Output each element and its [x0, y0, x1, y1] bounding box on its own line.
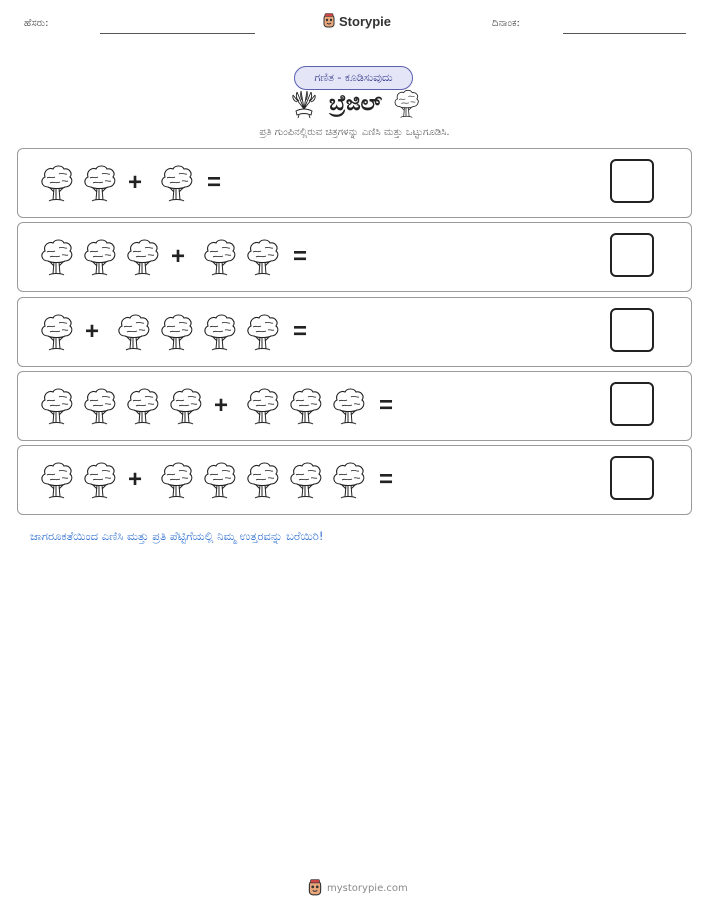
- tree-icon: [124, 386, 160, 426]
- problem-row: [17, 371, 692, 441]
- tree-icon: [392, 88, 420, 119]
- tree-icon: [38, 386, 74, 426]
- answer-box[interactable]: [610, 159, 654, 203]
- equals-sign: =: [206, 169, 221, 196]
- feather-headdress-icon: [289, 89, 319, 119]
- tree-icon: [158, 460, 194, 500]
- equals-sign: =: [292, 243, 307, 271]
- tree-icon: [201, 312, 237, 352]
- tree-icon: [330, 386, 366, 426]
- plus-sign: +: [170, 243, 185, 271]
- plus-sign: +: [127, 466, 142, 494]
- tree-icon: [244, 460, 280, 500]
- footer: [307, 879, 408, 897]
- storypie-mascot-icon: [307, 879, 323, 897]
- plus-sign: +: [213, 391, 228, 419]
- date-label: ದಿನಾಂಕ:: [492, 18, 520, 29]
- topic-badge: ಗಣಿತ - ಕೂಡಿಸುವುದು: [294, 66, 413, 90]
- tip-text: ಜಾಗರೂಕತೆಯಿಂದ ಎಣಿಸಿ ಮತ್ತು ಪ್ರತಿ ಪೆಟ್ಟಿಗೆಯಲ್ಲಿ ನಿಮ್ಮ ಉತ್ತರವನ್ನು ಬರೆಯಿರಿ!: [30, 529, 324, 543]
- tree-icon: [81, 386, 117, 426]
- tree-icon: [38, 237, 74, 277]
- tree-icon: [38, 460, 74, 500]
- problem-items: [38, 446, 409, 514]
- tree-icon: [81, 163, 117, 203]
- tree-icon: [244, 237, 280, 277]
- tree-icon: [81, 460, 117, 500]
- equals-sign: =: [292, 317, 307, 345]
- problem-items: [38, 149, 237, 217]
- problem-row: [17, 445, 692, 515]
- name-line[interactable]: [100, 33, 255, 34]
- tree-icon: [115, 312, 151, 352]
- instruction: ಪ್ರತಿ ಗುಂಪಿನಲ್ಲಿರುವ ಚಿತ್ರಗಳನ್ನು ಎಣಿಸಿ ಮತ್ತು ಒಟ್ಟುಗೂಡಿಸಿ.: [259, 127, 450, 138]
- title-row: [0, 88, 709, 119]
- plus-sign: +: [84, 317, 99, 345]
- tree-icon: [201, 460, 237, 500]
- footer-site: mystorypie.com: [327, 882, 408, 894]
- answer-box[interactable]: [610, 233, 654, 277]
- date-line[interactable]: [563, 33, 686, 34]
- answer-box[interactable]: [610, 456, 654, 500]
- tree-icon: [38, 163, 74, 203]
- tree-icon: [244, 312, 280, 352]
- problem-items: [38, 223, 323, 291]
- problem-row: [17, 297, 692, 367]
- tree-icon: [330, 460, 366, 500]
- tree-icon: [287, 460, 323, 500]
- tree-icon: [124, 237, 160, 277]
- problem-items: [38, 298, 323, 366]
- tree-icon: [201, 237, 237, 277]
- tree-icon: [158, 312, 194, 352]
- tree-icon: [244, 386, 280, 426]
- equals-sign: =: [378, 391, 393, 419]
- problem-row: [17, 222, 692, 292]
- tree-icon: [158, 163, 194, 203]
- problem-items: [38, 372, 409, 440]
- problem-row: [17, 148, 692, 218]
- worksheet-title: ಬ್ರೆಜಿಲ್: [328, 91, 383, 116]
- name-label: ಹೆಸರು:: [24, 18, 49, 29]
- tree-icon: [38, 312, 74, 352]
- brand: [322, 13, 391, 29]
- answer-box[interactable]: [610, 382, 654, 426]
- plus-sign: +: [127, 169, 142, 196]
- tree-icon: [81, 237, 117, 277]
- equals-sign: =: [378, 466, 393, 494]
- storypie-mascot-icon: [322, 13, 336, 29]
- tree-icon: [287, 386, 323, 426]
- answer-box[interactable]: [610, 308, 654, 352]
- brand-name: Storypie: [339, 13, 392, 29]
- tree-icon: [167, 386, 203, 426]
